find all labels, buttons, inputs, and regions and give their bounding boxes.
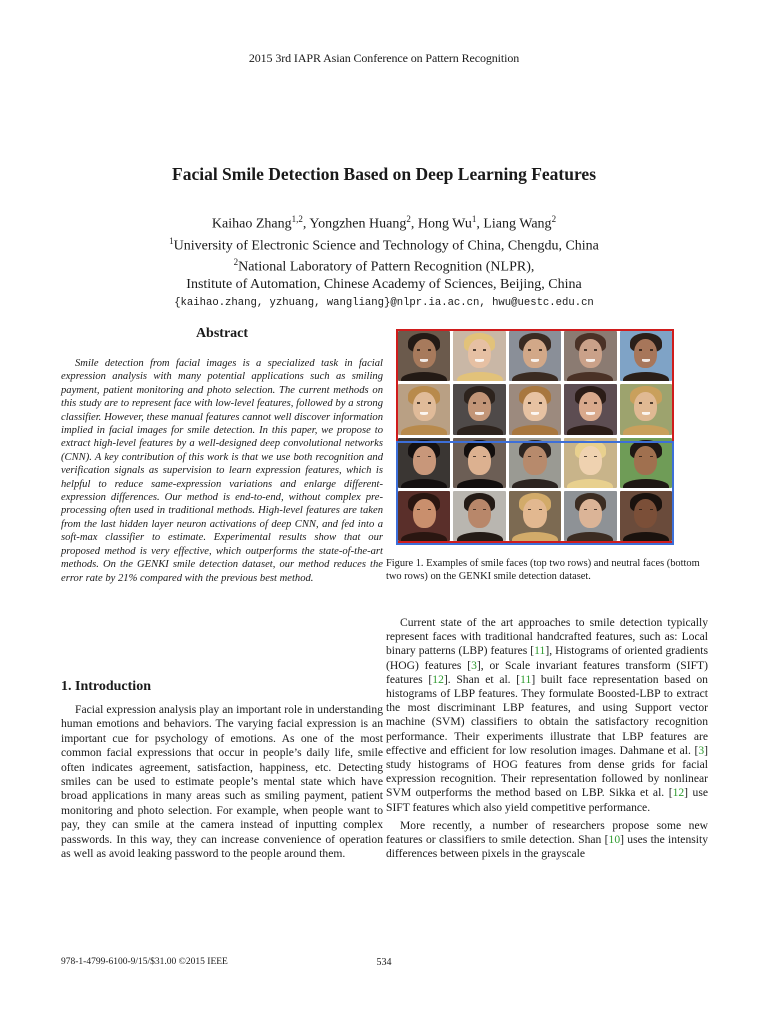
affiliation-3: Institute of Automation, Chinese Academy of Sciences, Beijing, China <box>186 276 582 292</box>
face-smile <box>586 412 594 415</box>
face-head <box>579 446 602 475</box>
smile-face-image <box>398 331 450 381</box>
author-affil-sup: 1,2 <box>291 214 303 224</box>
author-name: Hong Wu <box>417 216 472 232</box>
face-shoulders <box>401 479 447 488</box>
face-head <box>523 446 546 475</box>
author-name: Kaihao Zhang <box>211 216 292 232</box>
face-eyes <box>417 509 431 511</box>
citation-link[interactable]: 12 <box>432 672 444 686</box>
face-head <box>634 446 657 475</box>
smile-face-image <box>398 384 450 434</box>
face-smile <box>475 359 483 362</box>
author-affil-sup: 2 <box>406 214 411 224</box>
page-number: 534 <box>376 957 392 968</box>
smile-face-image <box>620 331 672 381</box>
paper-title: Facial Smile Detection Based on Deep Learning Features <box>172 164 596 184</box>
face-smile <box>642 359 650 362</box>
face-smile <box>475 412 483 415</box>
face-head <box>579 499 602 528</box>
face-shoulders <box>623 372 669 381</box>
neutral-face-image <box>453 438 505 488</box>
face-eyes <box>584 402 598 404</box>
abstract-text: Smile detection from facial images is a specialized task in facial expression analysis with many potential applications such as smiling payment, patient monitoring and photo selection. The current methods on this study are to represent face with low-level features, followed by a strong classifier. However, these manual features cannot well discover information implied in facial images for smile detection. In this paper, we propose to extract high-level features by a well-designed deep convolutional networks (CNN). A key contribution of this work is that we use both recognition and verification signals as supervision to learn expression features, which is helpful to reduce same-expression variations and enlarge different-expression differences. Our method is end-to-end, without complex pre-processing often used in traditional methods. High-level features are taken from the last hidden layer neuron activations of deep CNN, and fed into a soft-max classifier to estimate. Experimental results show that our proposed method is very effective, which outperforms the state-of-the-art methods. On the GENKI smile detection dataset, our method reduces the error rate by 21% compared with the previous best method. <box>61 358 383 584</box>
face-smile <box>531 359 539 362</box>
face-shoulders <box>567 532 613 541</box>
figure-1 <box>396 329 674 543</box>
face-smile <box>531 412 539 415</box>
neutral-face-image <box>564 438 616 488</box>
introduction-paragraph: Facial expression analysis play an important role in understanding human emotions and behaviors. The varying facial expression is an important cue for psychology of emotions. As one of the most common facial expressions that occur in people’s daily life, smile often indicates agreement, satisfaction, happiness, etc. Detecting smiles can be used to estimate people’s mental state which have broad applications in many areas such as smiling payment, patient monitoring and photo selection. For example, when people want to pay, they can smile at the camera instead of inputting complex passwords. In this way, they can increase convenience of operation as well as avoid leaking password to the people around them. <box>61 703 383 861</box>
body-paragraph: More recently, a number of researchers propose some new features or classifiers to smile detection. Shan [10] uses the intensity differences between pixels in the grayscale <box>386 818 708 861</box>
abstract-heading: Abstract <box>195 326 249 341</box>
face-eyes <box>528 509 542 511</box>
face-eyes <box>473 402 487 404</box>
face-shoulders <box>623 532 669 541</box>
neutral-face-image <box>620 438 672 488</box>
author-name: Yongzhen Huang <box>309 216 407 232</box>
neutral-face-image <box>398 438 450 488</box>
face-head <box>413 446 436 475</box>
face-eyes <box>639 402 653 404</box>
affiliation-2: $^2$National Laboratory of Pattern Recognition (NLPR), <box>233 257 535 275</box>
face-shoulders <box>457 479 503 488</box>
neutral-face-image <box>509 491 561 541</box>
citation-link[interactable]: 3 <box>698 743 705 757</box>
face-shoulders <box>567 479 613 488</box>
affiliation-1: $^1$University of Electronic Science and Technology of China, Chengdu, China <box>169 235 599 254</box>
face-shoulders <box>623 479 669 488</box>
author-affil-sup: 1 <box>471 214 477 224</box>
face-head <box>468 392 491 421</box>
citation-link[interactable]: 12 <box>672 786 685 800</box>
face-image-grid <box>396 329 674 543</box>
citation-link[interactable]: 3 <box>471 658 477 672</box>
smile-face-image <box>453 331 505 381</box>
face-shoulders <box>401 372 447 381</box>
face-eyes <box>473 456 487 458</box>
author-emails: {kaihao.zhang, yzhuang, wangliang}@nlpr.ia.ac.cn, hwu@uestc.edu.cn <box>174 296 594 309</box>
face-eyes <box>528 402 542 404</box>
face-shoulders <box>567 425 613 434</box>
face-shoulders <box>512 372 558 381</box>
face-head <box>634 499 657 528</box>
face-smile <box>420 412 428 415</box>
face-eyes <box>528 349 542 351</box>
conference-header: 2015 3rd IAPR Asian Conference on Pattern Recognition <box>248 51 520 65</box>
face-head <box>634 339 657 368</box>
author-affil-sup: 2 <box>551 214 557 224</box>
author-name: Liang Wang <box>483 216 552 232</box>
face-smile <box>586 359 594 362</box>
face-shoulders <box>512 479 558 488</box>
face-shoulders <box>512 425 558 434</box>
neutral-face-image <box>453 491 505 541</box>
smile-face-image <box>620 384 672 434</box>
face-shoulders <box>567 372 613 381</box>
neutral-face-image <box>564 491 616 541</box>
face-eyes <box>528 456 542 458</box>
face-eyes <box>473 349 487 351</box>
face-head <box>523 392 546 421</box>
citation-link[interactable]: 10 <box>608 833 621 847</box>
face-eyes <box>584 509 598 511</box>
author-names: Kaihao Zhang$^{1,2}$, Yongzhen Huang$^2$, Hong Wu$^1$, Liang Wang$^2$ <box>211 214 557 232</box>
face-eyes <box>473 509 487 511</box>
face-head <box>468 339 491 368</box>
smile-face-image <box>453 384 505 434</box>
figure-caption: Figure 1. Examples of smile faces (top two rows) and neutral faces (bottom two rows) on the GENKI smile detection dataset. <box>386 558 700 582</box>
face-smile <box>642 412 650 415</box>
smile-face-image <box>564 331 616 381</box>
face-shoulders <box>401 532 447 541</box>
face-head <box>468 446 491 475</box>
face-head <box>413 392 436 421</box>
face-eyes <box>417 349 431 351</box>
face-shoulders <box>457 532 503 541</box>
author-block <box>0 211 768 312</box>
citation-link[interactable]: 11 <box>534 644 546 658</box>
neutral-face-image <box>509 438 561 488</box>
face-shoulders <box>401 425 447 434</box>
face-head <box>579 339 602 368</box>
face-shoulders <box>623 425 669 434</box>
face-head <box>413 339 436 368</box>
face-head <box>634 392 657 421</box>
face-eyes <box>639 509 653 511</box>
smile-face-image <box>564 384 616 434</box>
face-shoulders <box>512 532 558 541</box>
neutral-face-image <box>398 491 450 541</box>
face-smile <box>420 359 428 362</box>
face-head <box>413 499 436 528</box>
face-eyes <box>584 456 598 458</box>
right-column-text <box>386 616 708 861</box>
body-paragraph: Current state of the art approaches to smile detection typically represent faces with traditional handcrafted features, such as: Local binary patterns (LBP) features [11], Histograms of oriented gradients (HOG) features [3], or Scale invariant features transform (SIFT) features [12]. Shan et al. [11] built face representation based on histograms of LBP features. They formulate Boosted-LBP to extract the most discriminant LBP features, and using Support vector machine (SVM) classifiers to obtain the satisfactory recognition performance. Their experiments illustrate that LBP features are effective and efficient for low resolution images. Dahmane et al. [3] study histograms of HOG features from dense grids for facial expression recognition. Their representation followed by nonlinear SVM outperforms the method based on LBP. Sikka et al. [12] use SIFT features which also yield competitive performance. <box>386 616 709 814</box>
face-shoulders <box>457 372 503 381</box>
face-head <box>468 499 491 528</box>
face-eyes <box>584 349 598 351</box>
face-eyes <box>417 402 431 404</box>
smile-face-image <box>509 384 561 434</box>
face-eyes <box>639 456 653 458</box>
footer-copyright: 978-1-4799-6100-9/15/$31.00 ©2015 IEEE <box>61 957 228 967</box>
face-head <box>579 392 602 421</box>
face-head <box>523 339 546 368</box>
smile-face-image <box>509 331 561 381</box>
neutral-face-image <box>620 491 672 541</box>
face-head <box>523 499 546 528</box>
face-eyes <box>639 349 653 351</box>
section-heading-introduction: 1. Introduction <box>61 679 151 694</box>
citation-link[interactable]: 11 <box>520 672 532 686</box>
face-shoulders <box>457 425 503 434</box>
face-eyes <box>417 456 431 458</box>
